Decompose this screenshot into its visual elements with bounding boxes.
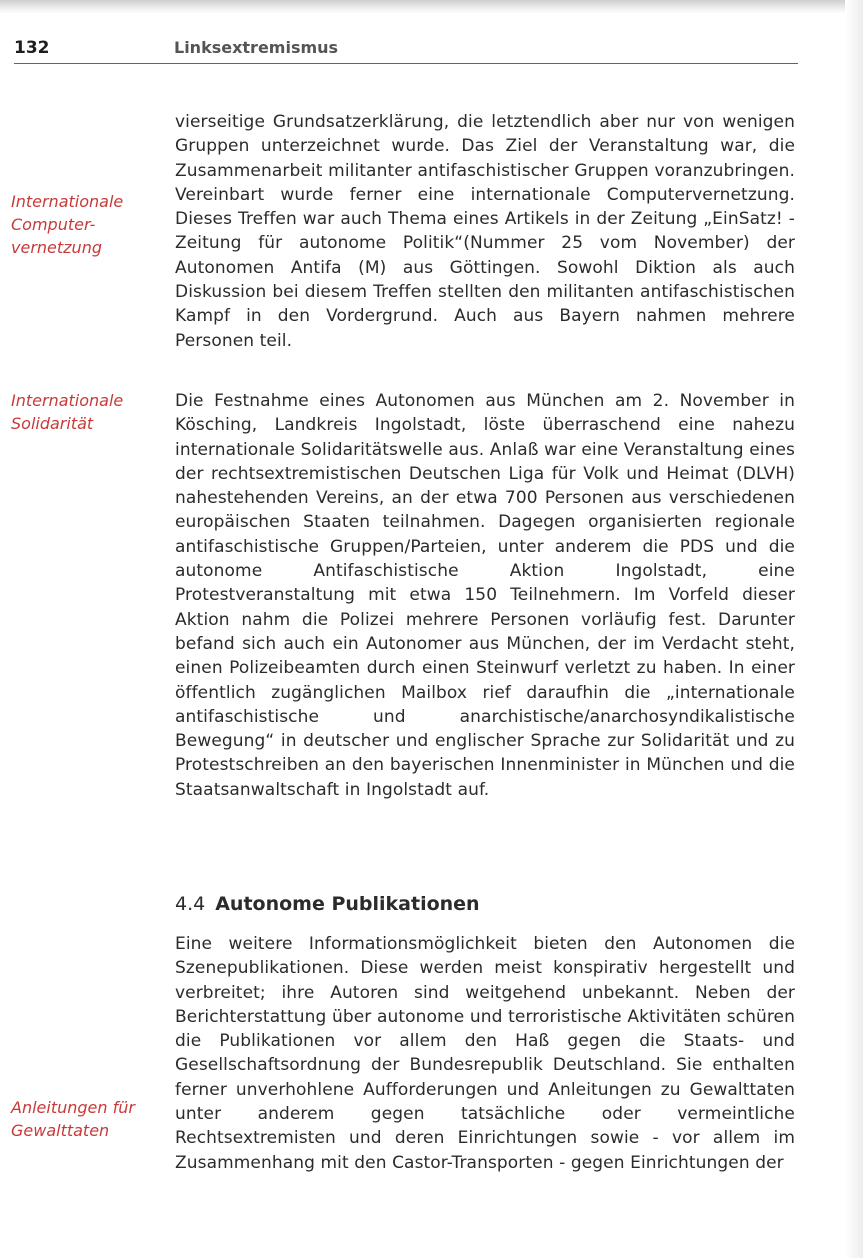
page-number: 132 <box>14 38 50 58</box>
page-header <box>14 36 798 66</box>
body-paragraph-1: vierseitige Grundsatzerklärung, die letztendlich aber nur von wenigen Gruppen unterzeichnet wurde. Das Ziel der Veranstaltung war, die Zusammenarbeit militanter antifaschistischer Gruppen voranzubringen. Vereinbart wurde ferner eine internationale Computervernetzung. Dieses Treffen war auch Thema eines Artikels in der Zeitung „EinSatz! - Zeitung für autonome Politik“(Nummer 25 vom November) der Autonomen Antifa (M) aus Göttingen. Sowohl Diktion als auch Diskussion bei diesem Treffen stellten den militanten antifaschistischen Kampf in den Vordergrund. Auch aus Bayern nahmen mehrere Personen teil. <box>175 112 795 351</box>
running-title: Linksextremismus <box>174 38 339 57</box>
section-title: Autonome Publikationen <box>215 893 480 915</box>
body-paragraph-3: Eine weitere Informationsmöglichkeit bieten den Autonomen die Szenepublikationen. Diese werden meist konspirativ hergestellt und verbreitet; ihre Autoren sind weitgehend unbekannt. Neben der Berichterstattung über autonome und terroristische Aktivitäten schüren die Publikationen vor allem den Haß gegen die Staats- und Gesellschaftsordnung der Bundesrepublik Deutschland. Sie enthalten ferner unverhohlene Aufforderungen und Anleitungen zu Gewalttaten unter anderem gegen tatsächliche oder vermeintliche Rechtsextremisten und deren Einrichtungen sowie - vor allem im Zusammenhang mit den Castor-Transporten - gegen Einrichtungen der <box>175 934 795 1173</box>
section-number: 4.4 <box>175 893 206 915</box>
header-rule <box>14 63 798 64</box>
body-paragraph-2: Die Festnahme eines Autonomen aus München am 2. November in Kösching, Landkreis Ingolstadt, löste überraschend eine nahezu internationale Solidaritätswelle aus. Anlaß war eine Veranstaltung eines der rechtsextremistischen Deutschen Liga für Volk und Heimat (DLVH) nahestehenden Vereins, an der etwa 700 Personen aus verschiedenen europäischen Staaten teilnahmen. Dagegen organisierten regionale antifaschistische Gruppen/Parteien, unter anderem die PDS und die autonome Antifaschistische Aktion Ingolstadt, eine Protestveranstaltung mit etwa 150 Teilnehmern. Im Vorfeld dieser Aktion nahm die Polizei mehrere Personen vorläufig fest. Darunter befand sich auch ein Autonomer aus München, der im Verdacht steht, einen Polizeibeamten durch einen Steinwurf verletzt zu haben. In einer öffentlich zugänglichen Mailbox rief daraufhin die „internationale antifaschistische und anarchistische/anarchosyndikalistische Bewegung“ in deutscher und englischer Sprache zur Solidarität und zu Protestschreiben an den bayerischen Innenminister in München und die Staatsanwaltschaft in Ingolstadt auf. <box>175 391 795 800</box>
margin-note-solidaritaet: Internationale Solidarität <box>11 391 124 433</box>
margin-note-computervernetzung: Internationale Computer-vernetzung <box>11 192 124 257</box>
page-top-shadow <box>0 0 863 14</box>
section-heading <box>175 893 480 915</box>
page-right-shadow <box>845 0 863 1258</box>
margin-note-gewalttaten: Anleitungen für Gewalttaten <box>11 1098 135 1140</box>
